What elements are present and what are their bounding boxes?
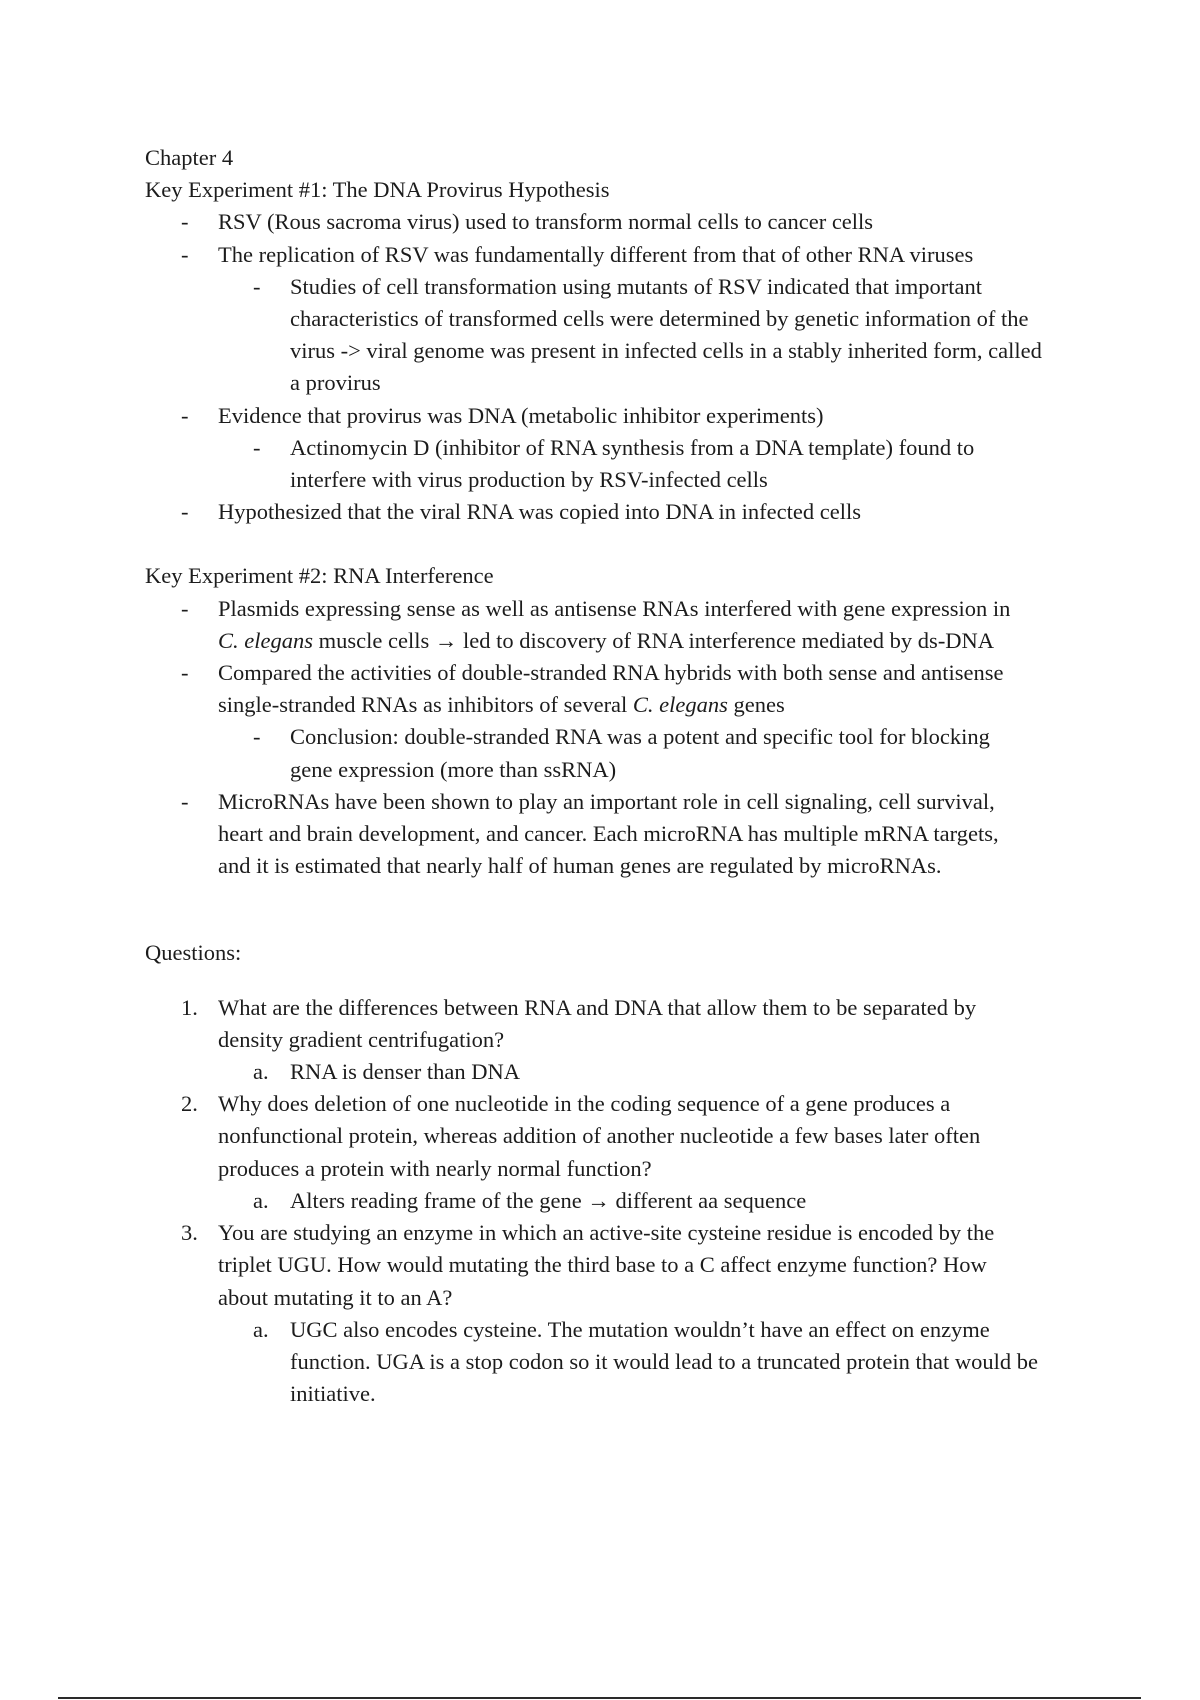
bullet-marker: - (181, 241, 189, 267)
answer-label: a. (253, 1059, 269, 1085)
bullet-marker: - (253, 724, 261, 750)
bullet-marker: - (253, 273, 261, 299)
document-page (145, 142, 1105, 1410)
bullet-item (145, 239, 1105, 271)
section-heading-2: Key Experiment #2: RNA Interference (145, 563, 494, 589)
bullet-item (145, 400, 1105, 432)
question-number: 2. (181, 1091, 198, 1117)
bullet-text: RSV (Rous sacroma virus) used to transform normal cells to cancer cells (218, 209, 874, 235)
answer-label: a. (253, 1187, 269, 1213)
answer-item (145, 1314, 1105, 1411)
sub-bullet-item (145, 721, 1105, 785)
answer-text: Alters reading frame of the gene → different aa sequence (290, 1187, 807, 1213)
bullet-text (218, 660, 1003, 717)
bullet-text-part: muscle cells → led to discovery of RNA interference mediated by ds-DNA (313, 627, 995, 653)
bullet-marker: - (181, 209, 189, 235)
bullet-marker: - (181, 595, 189, 621)
bullet-text: Conclusion: double-stranded RNA was a potent and specific tool for blocking gene expression (more than ssRNA) (290, 724, 990, 782)
bullet-text: Hypothesized that the viral RNA was copied into DNA in infected cells (218, 499, 861, 525)
section-heading-1: Key Experiment #1: The DNA Provirus Hypothesis (145, 177, 610, 203)
answer-text: UGC also encodes cysteine. The mutation wouldn’t have an effect on enzyme function. UGA is a stop codon so it would lead to a truncated protein that would be initiative. (290, 1316, 1038, 1407)
bullet-text (218, 596, 1010, 653)
answer-text: RNA is denser than DNA (290, 1059, 520, 1085)
chapter-title: Chapter 4 (145, 145, 234, 170)
answer-label: a. (253, 1316, 269, 1342)
bullet-item (145, 496, 1105, 528)
bullet-text-part: Compared the activities of double-stranded RNA hybrids with both sense and antisense single-stranded RNAs as inhibitors of several (218, 660, 1004, 718)
bullet-text-part: genes (727, 692, 785, 718)
bullet-marker: - (181, 660, 189, 686)
question-item (145, 992, 1105, 1056)
sub-bullet-item (145, 432, 1105, 496)
bullet-item (145, 593, 1105, 657)
bullet-item (145, 657, 1105, 721)
question-number: 3. (181, 1220, 198, 1246)
bullet-marker: - (181, 402, 189, 428)
bullet-marker: - (181, 788, 189, 814)
species-name: C. elegans (218, 627, 313, 653)
bullet-text: Actinomycin D (inhibitor of RNA synthesis from a DNA template) found to interfere with virus production by RSV-infected cells (290, 434, 975, 493)
questions-heading: Questions: (145, 940, 242, 966)
bullet-item (145, 206, 1105, 238)
question-number: 1. (181, 994, 198, 1020)
question-text: What are the differences between RNA and DNA that allow them to be separated by density gradient centrifugation? (218, 994, 977, 1052)
bullet-marker: - (181, 499, 189, 525)
question-item (145, 1217, 1105, 1314)
bullet-text: The replication of RSV was fundamentally different from that of other RNA viruses (218, 241, 974, 267)
answer-item (145, 1185, 1105, 1217)
bullet-text: Evidence that provirus was DNA (metabolic inhibitor experiments) (218, 402, 824, 428)
bullet-item (145, 786, 1105, 883)
question-item (145, 1088, 1105, 1185)
sub-bullet-item (145, 271, 1105, 400)
bottom-divider (58, 1697, 1141, 1699)
species-name: C. elegans (632, 692, 728, 718)
bullet-text: Studies of cell transformation using mutants of RSV indicated that important characteristics of transformed cells were determined by genetic information of the virus -> viral genome was present in infected cells in a stably inherited form, called a provirus (290, 273, 1042, 396)
bullet-text: MicroRNAs have been shown to play an important role in cell signaling, cell survival, heart and brain development, and cancer. Each microRNA has multiple mRNA targets, and it is estimated that nearly half of human genes are regulated by microRNAs. (218, 788, 999, 879)
bullet-text-part: Plasmids expressing sense as well as antisense RNAs interfered with gene expression in (218, 595, 1011, 621)
question-text: You are studying an enzyme in which an active-site cysteine residue is encoded by the triplet UGU. How would mutating the third base to a C affect enzyme function? How about mutating it to an A? (218, 1220, 995, 1310)
bullet-marker: - (253, 434, 261, 460)
answer-item (145, 1056, 1105, 1088)
question-text: Why does deletion of one nucleotide in the coding sequence of a gene produces a nonfunctional protein, whereas addition of another nucleotide a few bases later often produces a protein with nearly normal function? (218, 1091, 981, 1181)
